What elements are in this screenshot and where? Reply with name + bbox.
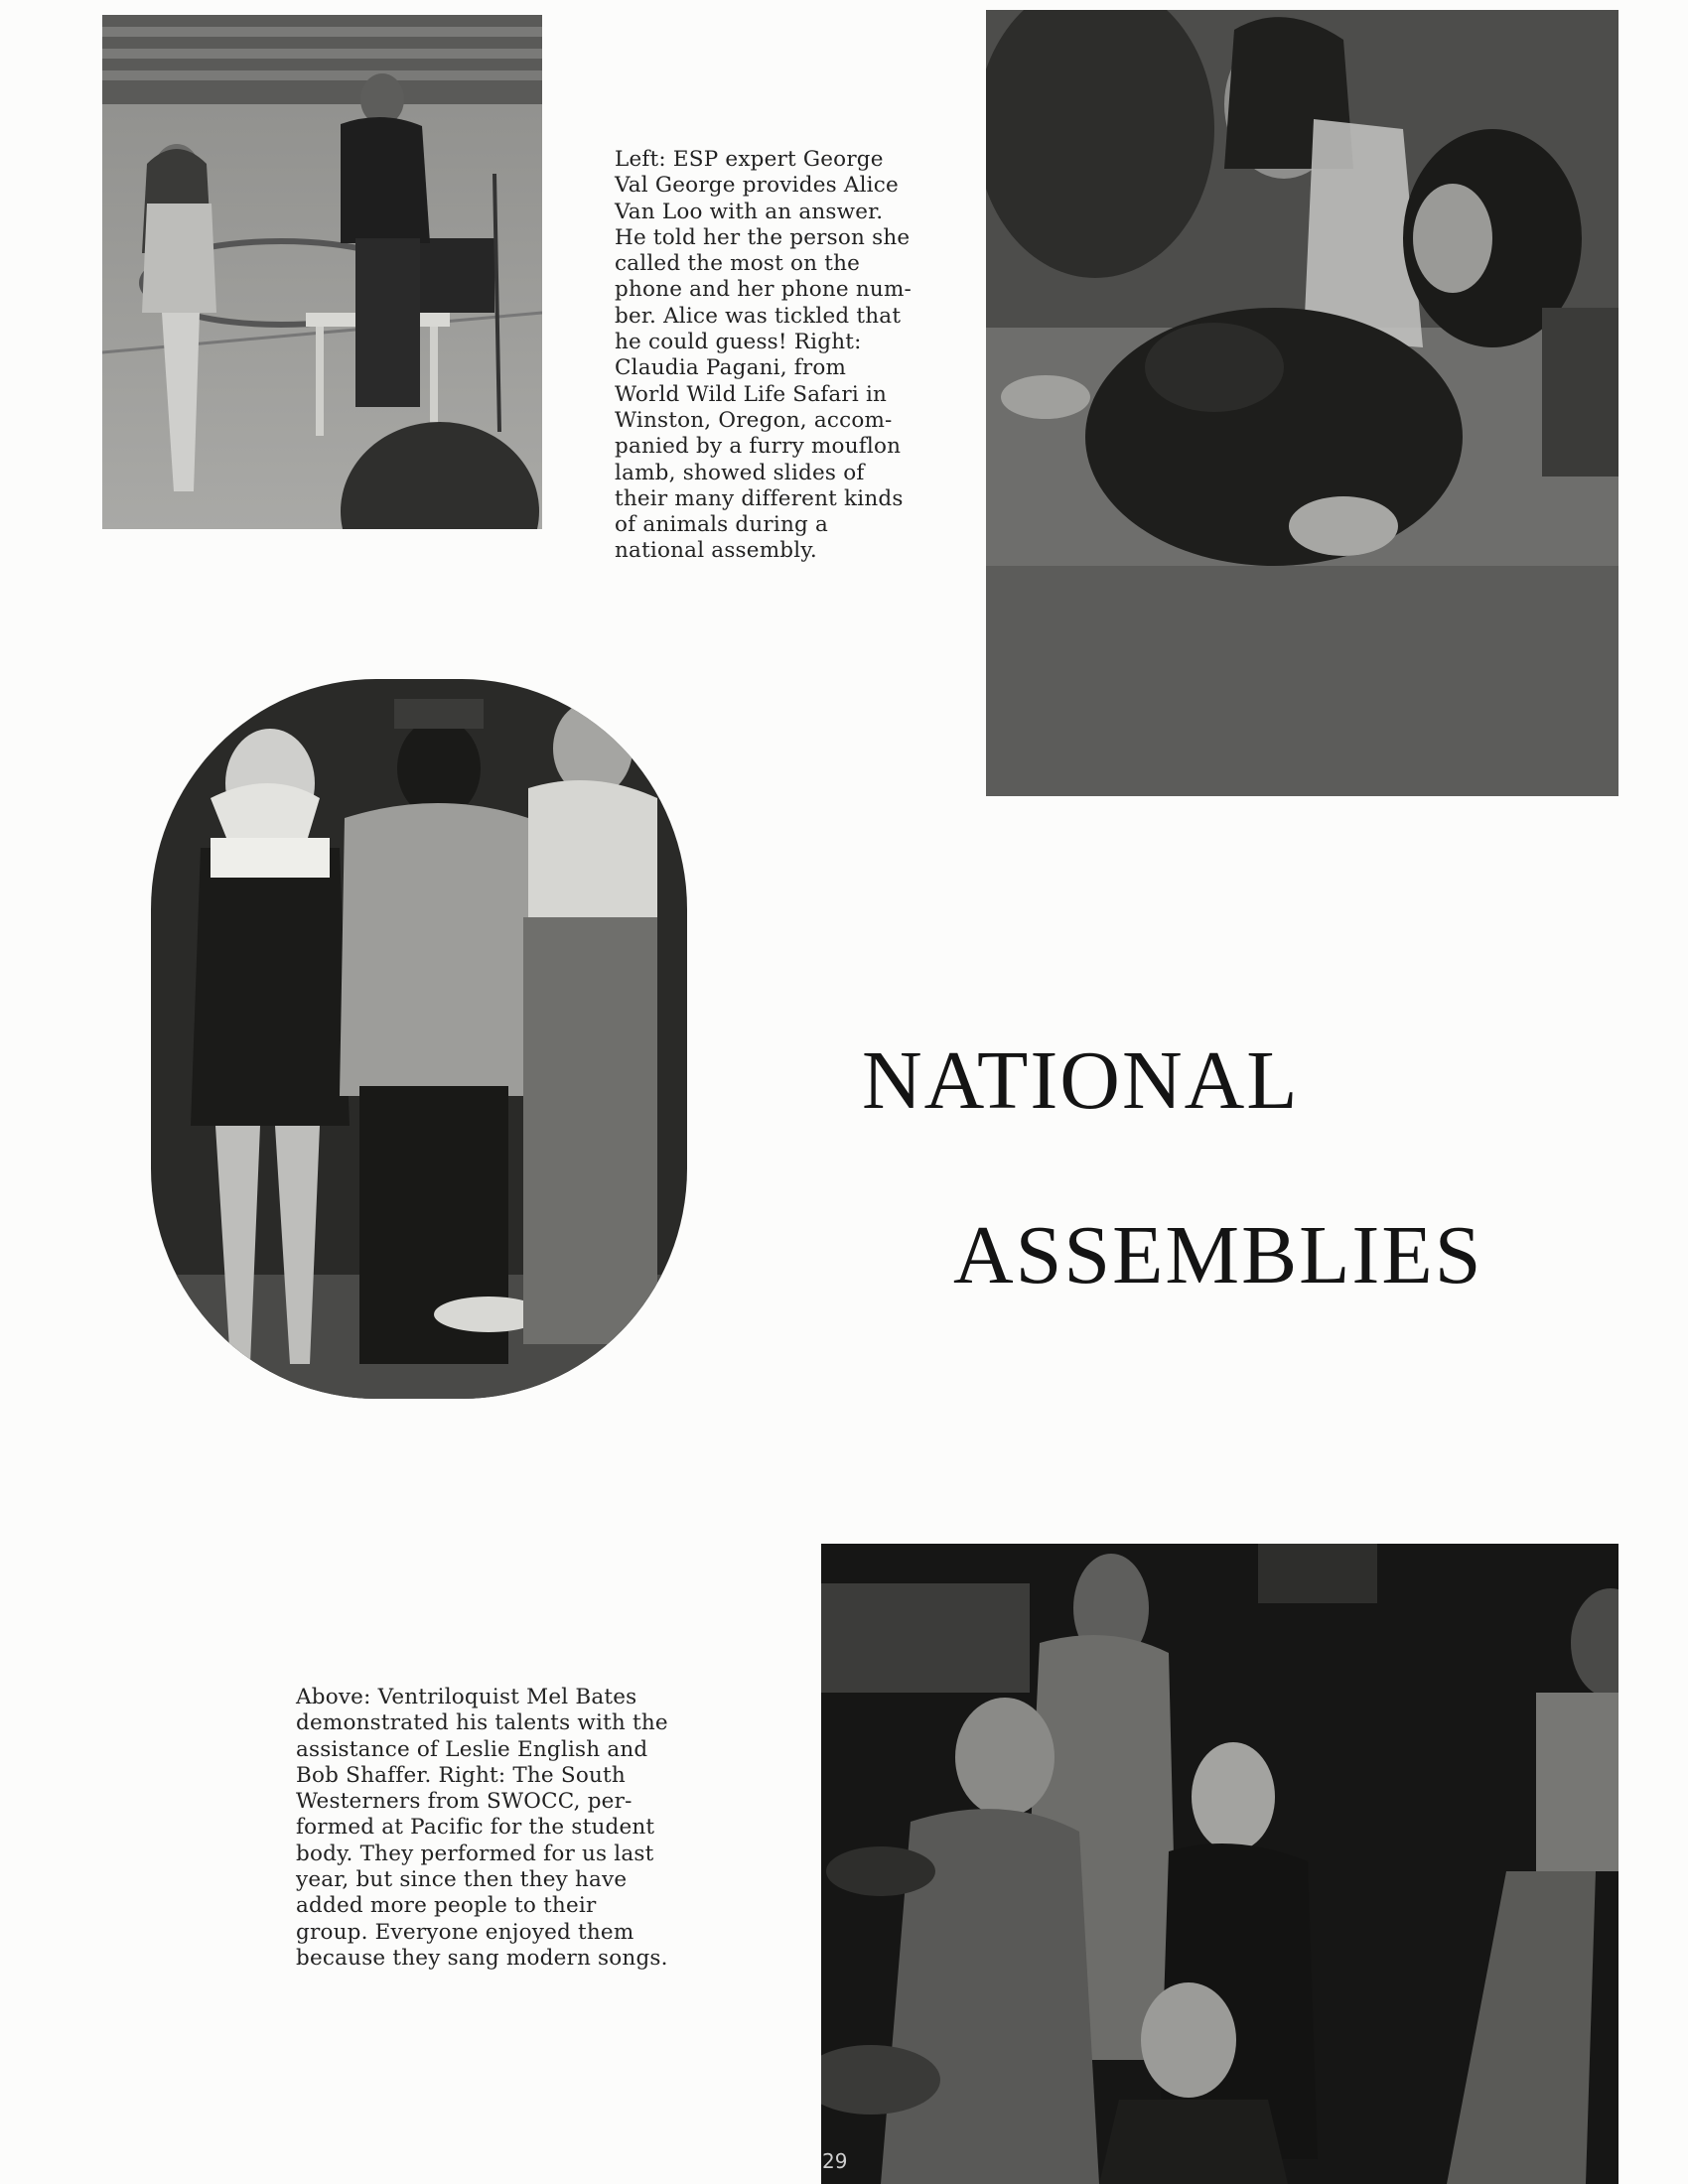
caption-ventriloquist-and-south-westerners: Above: Ventriloquist Mel Bates demonstrated his talents with the assistance of Leslie English and Bob Shaffer. Right: The South Westerners from SWOCC, per- formed at Pacific for the student body. They performed for us last year, but since then they have added more people to their group. Everyone enjoyed them because they sang modern songs. xyxy=(296,1685,668,1971)
photo-esp-expert xyxy=(102,15,542,529)
caption-esp-and-safari: Left: ESP expert George Val George provides Alice Van Loo with an answer. He told her the person she called the most on the phone and her phone num- ber. Alice was tickled that he could guess! Right: Claudia Pagani, from World Wild Life Safari in Winston, Oregon, accom- panied by a furry mouflon lamb, showed slides of their many different kinds of animals during a national assembly. xyxy=(615,147,913,564)
photo-ventriloquist xyxy=(151,679,687,1399)
page-title-line-1: NATIONAL xyxy=(862,1034,1300,1127)
page-title-line-2: ASSEMBLIES xyxy=(953,1209,1483,1301)
page-number: 29 xyxy=(822,2149,848,2173)
photo-mouflon-lamb xyxy=(986,10,1618,796)
photo-south-westerners xyxy=(821,1544,1618,2184)
